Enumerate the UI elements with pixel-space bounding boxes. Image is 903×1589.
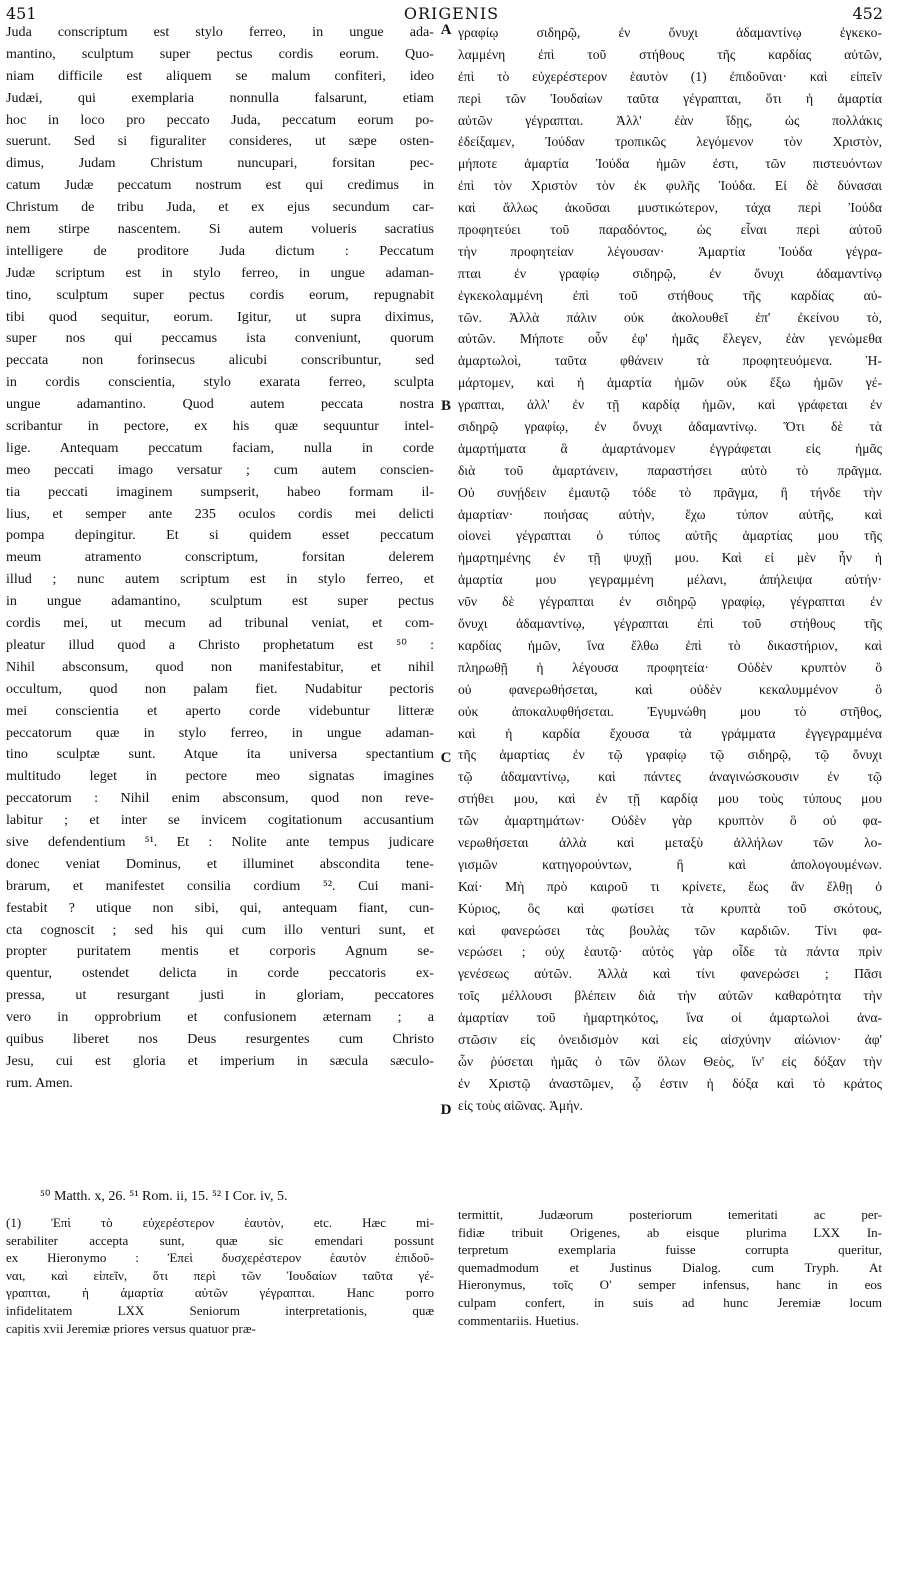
latin-text-line: catum Judæ peccatum nostrum est qui credimus in xyxy=(6,177,434,194)
greek-text-line: καρδίας ἡμῶν, ἵνα ἔλθω ἐπὶ τὸ δικαστήριον, καὶ xyxy=(458,637,882,653)
latin-text-line: cordis mei, ut mecum ad tribunal veniat, et com- xyxy=(6,615,434,632)
greek-text-line: καὶ ἄλλως ἀκοῦσαι μυστικώτερον, τάχα περὶ Ἰούδα xyxy=(458,200,882,216)
greek-text-line: αὐτῶν γέγραπται. Ἀλλ' ἐὰν ἴδῃς, ὡς πολλάκις xyxy=(458,112,882,128)
greek-text-line: οἱονεὶ γέγραπται ὁ τύπος αὐτῆς ἁμαρτίας μου τῆς xyxy=(458,528,882,544)
latin-text-line: in ungue adamantino, sculptum est super pectus xyxy=(6,593,434,610)
footnote-line: ex Hieronymo : Ἐπεὶ δυσχερέστερον ἑαυτὸν ἐπιδοῦ- xyxy=(6,1250,434,1266)
greek-text-line: γισμῶν κατηγορούντων, ἢ καὶ ἀπολογουμένων. xyxy=(458,856,882,872)
margin-letter-c: C xyxy=(440,750,452,766)
latin-text-line: brarum, et manifestet consilia cordium ⁵². Cui mani- xyxy=(6,877,434,894)
footnote-line: Hieronymus, τοῖς Ο' semper infensus, hanc in eos xyxy=(458,1277,882,1293)
margin-letter-a: A xyxy=(440,22,452,38)
latin-text-line: nem stirpe nascentem. Si autem volueris sacratius xyxy=(6,221,434,238)
footnote-line: capitis xvii Jeremiæ priores versus quatuor præ- xyxy=(6,1320,256,1336)
greek-text-line: καὶ φανερώσει τὰς βουλὰς τῶν καρδιῶν. Τίνι φα- xyxy=(458,922,882,938)
greek-text-line: λαμμένη ἐπὶ τοῦ στήθους τῆς καρδίας αὐτῶν, xyxy=(458,46,882,62)
footnote-line: γραπται, ἡ ἁμαρτία αὐτῶν γέγραπται. Hanc porro xyxy=(6,1285,434,1301)
greek-text-line: πληρωθῇ ἡ λέγουσα προφητεία· Οὐδὲν κρυπτὸν ὃ xyxy=(458,659,882,675)
latin-text-line: festabit ? utique non sibi, qui, antequam fiant, cun- xyxy=(6,899,434,916)
footnote-left xyxy=(6,1214,434,1337)
footnote-line: fidiæ tribuit Origenes, ab eisque plurima LXX In- xyxy=(458,1224,882,1240)
greek-text-line: ἁμαρτίαν· ποιήσας αὐτὴν, ἔχω τύπον αὐτῆς, καὶ xyxy=(458,506,882,522)
greek-text-line: εἰς τοὺς αἰῶνας. Ἀμήν. xyxy=(458,1097,583,1113)
latin-text-line: hoc in loco pro peccato Juda, peccatum eorum po- xyxy=(6,111,434,128)
latin-text-line: Jesu, cui est gloria et imperium in sæcula sæculo- xyxy=(6,1052,434,1069)
greek-text-line: τῆς ἁμαρτίας ἐν τῷ γραφίῳ τῷ σιδηρῷ, τῷ ὄνυχι xyxy=(458,747,882,763)
greek-text-line: ἁμαρτία μου γεγραμμένη μέλανι, ἀπήλειψα αὐτήν· xyxy=(458,572,882,588)
greek-text-line: ἐπὶ τὸ εὐχερέστερον ἑαυτὸν (1) ἐπιδοῦναι· καὶ εἰπεῖν xyxy=(458,68,882,84)
latin-text-line: suerunt. Sed si figuraliter consideres, ut sæpe osten- xyxy=(6,133,434,150)
latin-text-line: vero in opprobrium et confusionem æternam ; a xyxy=(6,1009,434,1026)
latin-text-line: propter puritatem mentis et corporis Agnum se- xyxy=(6,943,434,960)
greek-text-line: Οὐ συνῄδειν ἐμαυτῷ τόδε τὸ πρᾶγμα, ἢ τήνδε τὴν xyxy=(458,484,882,500)
greek-text-line: νερώσει ; οὐχ ἑαυτῷ· αὐτὸς γὰρ οἶδε τὰ πάντα πρὶν xyxy=(458,944,882,960)
latin-text-line: pleatur illud quod a Christo prophetatum est ⁵⁰ : xyxy=(6,636,434,653)
greek-text-line: νῦν δὲ γέγραπται ἐν σιδηρῷ γραφίῳ, γέγραπται ἐν xyxy=(458,594,882,610)
greek-text-line: ἁμαρτήματα ἃ ἁμαρτάνομεν ἐγγράφεται εἰς ἡμᾶς xyxy=(458,440,882,456)
latin-text-line: sive defendentium ⁵¹. Et : Nolite ante tempus judicare xyxy=(6,833,434,850)
latin-text-line: donec veniat Dominus, et illuminet abscondita tene- xyxy=(6,855,434,872)
latin-text-line: cta cognoscit ; sed his qui cum illo venturi sunt, et xyxy=(6,921,434,938)
footnote-line: ναι, καὶ εἰπεῖν, ὅτι περὶ τῶν Ἰουδαίων ταῦτα γέ- xyxy=(6,1267,434,1283)
greek-text-line: τὴν προφητείαν λέγουσαν· Ἁμαρτία Ἰούδα γέγρα- xyxy=(458,243,882,259)
latin-text-line: labitur ; et inter se invicem cogitationum accusantium xyxy=(6,812,434,829)
greek-text-line: ἐπὶ τὸν Χριστὸν τὸν ἐκ φυλῆς Ἰούδα. Εἰ δὲ δύνασαι xyxy=(458,178,882,194)
footnote-references: ⁵⁰ Matth. x, 26. ⁵¹ Rom. ii, 15. ⁵² I Cor. iv, 5. xyxy=(40,1189,288,1204)
greek-text-line: ἁμαρτωλοὶ, ταῦτα φθάνειν τὰ προφητευόμενα. Ἡ- xyxy=(458,353,882,369)
latin-text-line: meo peccati imago versatur ; cum autem conscien- xyxy=(6,461,434,478)
greek-text-line: Κύριος, ὃς καὶ φωτίσει τὰ κρυπτὰ τοῦ σκότους, xyxy=(458,900,882,916)
greek-text-line: οὐ φανερωθήσεται, καὶ οὐδὲν κεκαλυμμένον ὃ xyxy=(458,681,882,697)
greek-text-line: ἁμαρτίαν τοῦ ἡμαρτηκότος, ἵνα οἱ ἁμαρτωλοὶ ἀνα- xyxy=(458,1010,882,1026)
greek-text-line: τῶν. Ἀλλὰ πάλιν οὐκ ἀκολουθεῖ ἐπ' ἐκείνου τὸ, xyxy=(458,309,882,325)
latin-text-line: mantino, sculptum super pectus cordis eorum. Quo- xyxy=(6,45,434,62)
greek-text-line: ἡμαρτημένης ἐν τῇ ψυχῇ μου. Καὶ εἰ μὲν ἦν ἡ xyxy=(458,550,882,566)
greek-text-line: τῷ ἀδαμαντίνῳ, καὶ πάντες ἀναγινώσκουσιν ἐν τῷ xyxy=(458,769,882,785)
greek-text-line: μάρτομεν, καὶ ἡ ἁμαρτία ἡμῶν οὐκ ἔξω ἡμῶν γέ- xyxy=(458,375,882,391)
greek-text-line: αὐτῶν. Μήποτε οὖν ἐφ' ἡμᾶς ἔλεγεν, ἐὰν γενώμεθα xyxy=(458,331,882,347)
latin-text-line: niam difficile est aliquem se malum confiteri, ideo xyxy=(6,67,434,84)
latin-text-line: rum. Amen. xyxy=(6,1074,73,1091)
latin-text-line: occultum, quod non palam fiet. Nudabitur pectoris xyxy=(6,680,434,697)
greek-text-line: στήθει μου, καὶ ἐν τῇ καρδίᾳ μου τοὺς τύπους μου xyxy=(458,791,882,807)
latin-text-line: dimus, Judam Christum nuncupari, forsitan pec- xyxy=(6,155,434,172)
greek-column xyxy=(458,22,882,1117)
margin-letter-b: B xyxy=(440,398,451,414)
latin-text-line: super nos qui peccamus ista conveniunt, quorum xyxy=(6,330,434,347)
page-number-left: 451 xyxy=(6,4,37,23)
greek-text-line: οὐκ ἀποκαλυφθήσεται. Ἐγυμνώθη μου τὸ στῆθος, xyxy=(458,703,882,719)
latin-text-line: pompa depingitur. Et si quidem esset peccatum xyxy=(6,527,434,544)
greek-text-line: στῶσιν εἰς ὀνειδισμὸν καὶ εἰς αἰσχύνην αἰώνιον· ἀφ' xyxy=(458,1031,882,1047)
latin-text-line: meum atramento conscriptum, forsitan delerem xyxy=(6,549,434,566)
latin-text-line: in cordis conscientia, stylo exarata ferreo, sculpta xyxy=(6,374,434,391)
footnote-line: culpam confert, in suis ad hunc Jeremiæ locum xyxy=(458,1294,882,1310)
footnote-line: quemadmodum et Justinus Dialog. cum Tryph. At xyxy=(458,1259,882,1275)
greek-text-line: μήποτε ἁμαρτία Ἰούδα ἡμῶν ἐστι, τῶν πιστευόντων xyxy=(458,156,882,172)
greek-text-line: προφητεύει τοῦ παραδόντος, ὡς εἶναι περὶ αὐτοῦ xyxy=(458,222,882,238)
greek-text-line: πται ἐν γραφίῳ σιδηρῷ, ἐν ὄνυχι ἀδαμαντίνῳ xyxy=(458,265,882,281)
greek-text-line: νερωθήσεται ἀλλὰ καὶ μεταξὺ ἀλλήλων τῶν λο- xyxy=(458,834,882,850)
page-number-right: 452 xyxy=(852,4,883,23)
latin-text-line: peccatorum : Nihil enim absconsum, quod non reve- xyxy=(6,790,434,807)
latin-text-line: Judæi, qui exemplaria nonnulla falsarunt, etiam xyxy=(6,89,434,106)
greek-text-line: γραφίῳ σιδηρῷ, ἐν ὄνυχι ἀδαμαντίνῳ ἐγκεκο- xyxy=(458,25,882,40)
latin-text-line: peccatorum quæ in stylo ferreo, in ungue adaman- xyxy=(6,724,434,741)
latin-text-line: ungue adamantino. Quod autem peccata nostra xyxy=(6,396,434,413)
footnote-line: termittit, Judæorum posteriorum temeritati ac per- xyxy=(458,1207,882,1222)
greek-text-line: τοῖς μέλλουσι βλέπειν διὰ τὴν αὐτῶν καθαρότητα τὴν xyxy=(458,988,882,1004)
latin-text-line: lige. Antequam peccatum faciam, nulla in corde xyxy=(6,439,434,456)
greek-text-line: Καί· Μὴ πρὸ καιροῦ τι κρίνετε, ἕως ἂν ἔλθῃ ὁ xyxy=(458,878,882,894)
greek-text-line: σιδηρῷ γραφίῳ, ἐν ὄνυχι ἀδαμαντίνῳ. Ὅτι δὲ τὰ xyxy=(458,419,882,435)
latin-text-line: scribantur in pectore, ex his quæ sequuntur intel- xyxy=(6,418,434,435)
latin-text-line: intelligere de proditore Juda dictum : Peccatum xyxy=(6,242,434,259)
footnote-line: commentariis. Huetius. xyxy=(458,1312,579,1328)
footnote-line: (1) Ἐπὶ τὸ εὐχερέστερον ἑαυτὸν, etc. Hæc mi- xyxy=(6,1215,434,1230)
greek-text-line: ἐδείξαμεν, Ἰούδαν τροπικῶς λεγόμενον τὸν Χριστὸν, xyxy=(458,134,882,150)
footnote-line: serabiliter accepta sunt, quæ sic emendari possunt xyxy=(6,1232,434,1248)
latin-text-line: Judæ scriptum est in stylo ferreo, in ungue adaman- xyxy=(6,264,434,281)
latin-text-line: quibus liberet nos Deus resurgentes cum Christo xyxy=(6,1030,434,1047)
footnote-right xyxy=(458,1206,882,1329)
latin-text-line: Nihil absconsum, quod non manifestabitur, et nihil xyxy=(6,658,434,675)
latin-text-line: tibi quod sequitur, eorum. Igitur, ut supra diximus, xyxy=(6,308,434,325)
greek-text-line: περὶ τῶν Ἰουδαίων ταῦτα γέγραπται, ὅτι ἡ ἁμαρτία xyxy=(458,90,882,106)
latin-text-line: tino sculptæ sunt. Atque ita universa spectantium xyxy=(6,746,434,763)
greek-text-line: διὰ τοῦ ἁμαρτάνειν, παραστήσει αὐτὸ τὸ πρᾶγμα. xyxy=(458,462,882,478)
greek-text-line: ὧν ῥύσεται ἡμᾶς ὁ τῶν ὅλων Θεὸς, ἵν' εἰς δόξαν τὴν xyxy=(458,1053,882,1069)
greek-text-line: γραπται, ἀλλ' ἐν τῇ καρδίᾳ ἡμῶν, καὶ γράφεται ἐν xyxy=(458,397,882,413)
latin-text-line: multitudo leget in pectore meo signatas imagines xyxy=(6,768,434,785)
latin-text-line: pressa, ut resurgant justi in gloriam, peccatores xyxy=(6,987,434,1004)
latin-text-line: quentur, ostendet delicta in corde peccatoris ex- xyxy=(6,965,434,982)
greek-text-line: καὶ ἡ καρδία ἔχουσα τὰ γράμματα ἐγγεγραμμένα xyxy=(458,725,882,741)
latin-text-line: Juda conscriptum est stylo ferreo, in ungue ada- xyxy=(6,24,434,40)
latin-text-line: illud ; nunc autem scriptum est in stylo ferreo, et xyxy=(6,571,434,588)
latin-text-line: mei conscientia et aperto corde videbuntur litteræ xyxy=(6,702,434,719)
greek-text-line: ἐγκεκολαμμένη ἐπὶ τοῦ στήθους τῆς καρδίας αὐ- xyxy=(458,287,882,303)
greek-text-line: ὄνυχι ἀδαμαντίνῳ, γέγραπται ἐπὶ τοῦ στήθους τῆς xyxy=(458,616,882,632)
latin-column xyxy=(6,22,434,1095)
footnote-line: terpretum exemplaria fuisse corrupta queritur, xyxy=(458,1242,882,1258)
latin-text-line: Christum de tribu Juda, et ex ejus secundum car- xyxy=(6,199,434,216)
margin-letter-d: D xyxy=(440,1102,452,1118)
greek-text-line: τῶν ἁμαρτημάτων· Οὐδὲν γὰρ κρυπτὸν ὃ οὐ φα- xyxy=(458,813,882,829)
greek-text-line: ἐν Χριστῷ ἀναστῶμεν, ᾧ ἐστιν ἡ δόξα καὶ τὸ κράτος xyxy=(458,1075,882,1091)
latin-text-line: tino, sculptum super pectus cordis eorum, repugnabit xyxy=(6,286,434,303)
latin-text-line: lius, et semper ante 235 oculos cordis mei delicti xyxy=(6,505,434,522)
footnote-line: infidelitatem LXX Seniorum interpretationis, quæ xyxy=(6,1302,434,1318)
running-title: ORIGENIS xyxy=(403,4,500,23)
latin-text-line: tia peccati imaginem sumpserit, habeo formam il- xyxy=(6,483,434,500)
greek-text-line: γενέσεως αὐτῶν. Ἀλλὰ καὶ τίνι φανερώσει ; Πᾶσι xyxy=(458,966,882,982)
latin-text-line: peccata non forinsecus alicubi conscribuntur, sed xyxy=(6,352,434,369)
